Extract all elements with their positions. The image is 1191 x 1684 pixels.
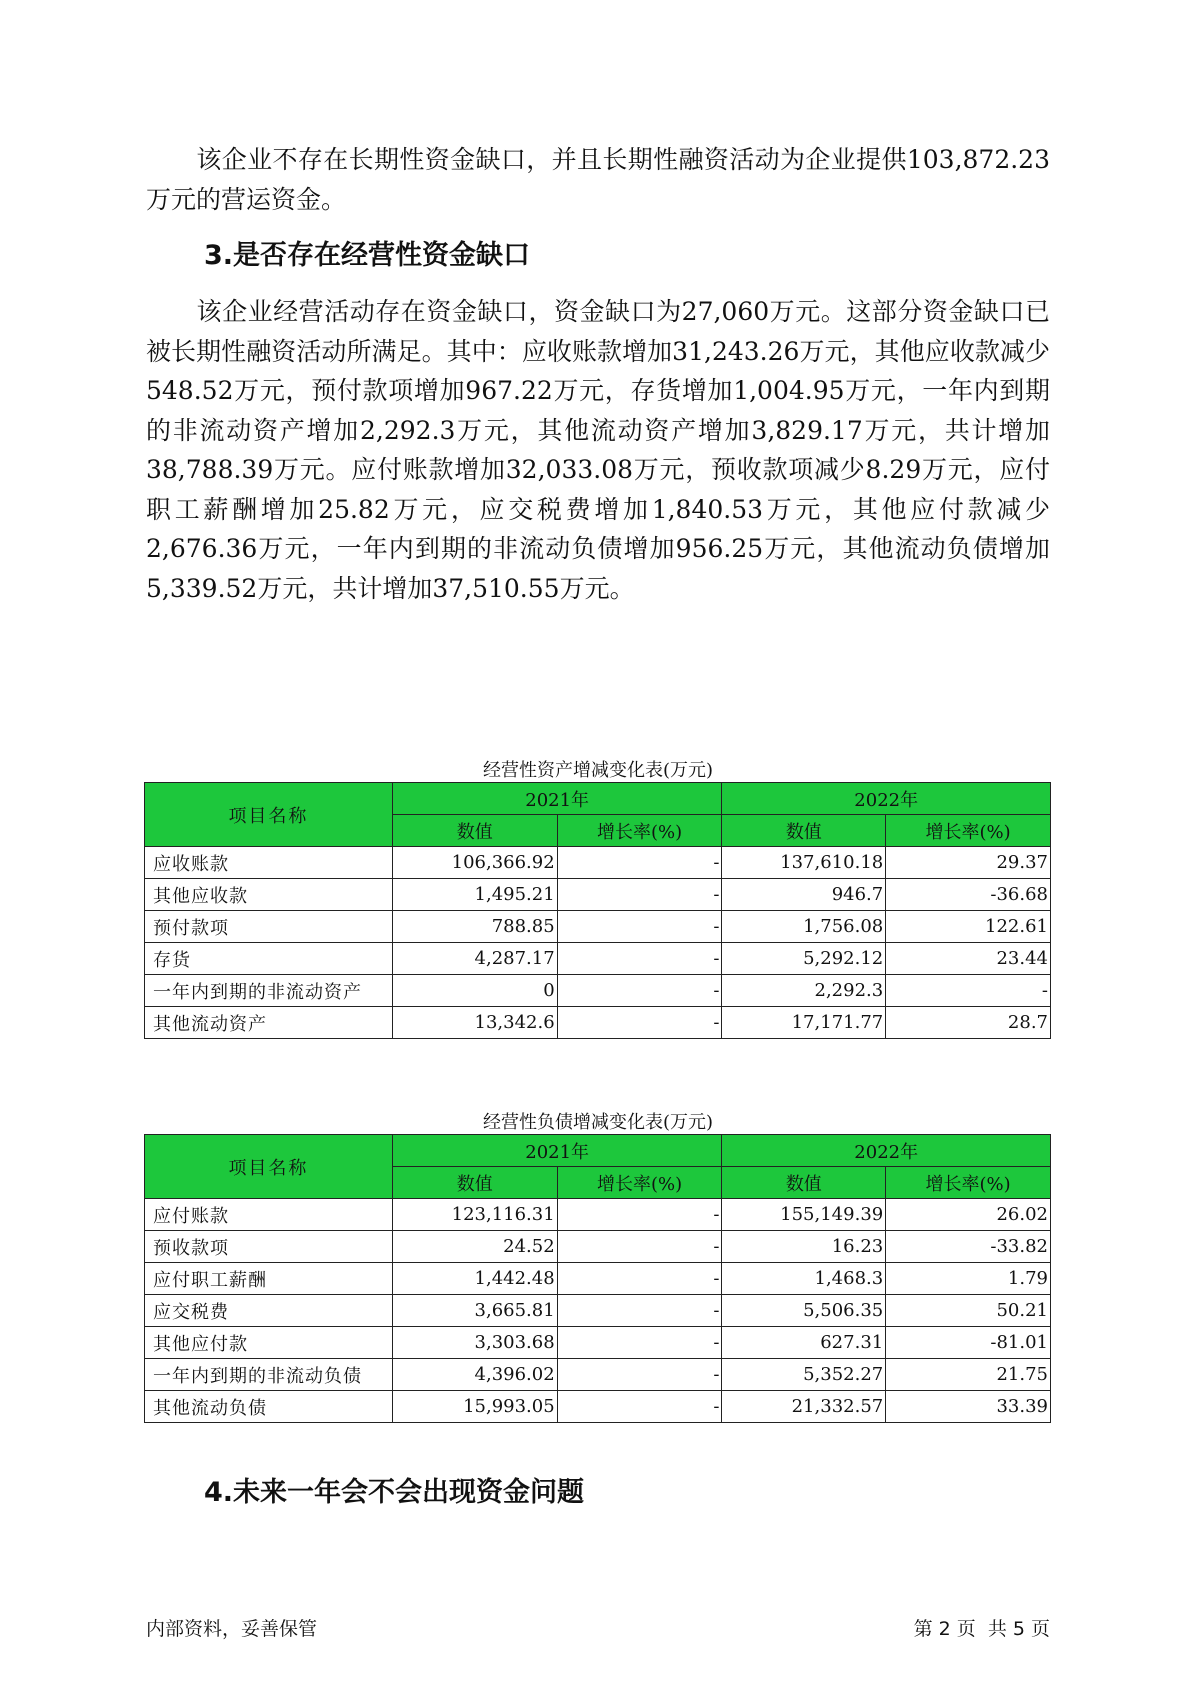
column-header-value-2022: 数值	[722, 815, 886, 847]
cell-value-2022: 627.31	[722, 1327, 886, 1359]
cell-growth-2022: 50.21	[886, 1295, 1051, 1327]
cell-growth-2021: -	[557, 975, 722, 1007]
cell-growth-2022: 28.7	[886, 1007, 1051, 1039]
table-row	[145, 1327, 1051, 1359]
cell-growth-2022: 1.79	[886, 1263, 1051, 1295]
table-row	[145, 1007, 1051, 1039]
cell-row-name: 存货	[145, 943, 393, 975]
cell-row-name: 应付职工薪酬	[145, 1263, 393, 1295]
cell-value-2022: 1,468.3	[722, 1263, 886, 1295]
cell-value-2022: 1,756.08	[722, 911, 886, 943]
cell-value-2022: 21,332.57	[722, 1391, 886, 1423]
liabilities-table-caption: 经营性负债增减变化表(万元)	[482, 1112, 714, 1133]
table-row	[145, 879, 1051, 911]
column-header-2022: 2022年	[722, 1135, 1051, 1167]
cell-value-2022: 17,171.77	[722, 1007, 886, 1039]
cell-growth-2022: 122.61	[886, 911, 1051, 943]
column-header-value-2022: 数值	[722, 1167, 886, 1199]
cell-value-2022: 155,149.39	[722, 1199, 886, 1231]
column-header-2022: 2022年	[722, 783, 1051, 815]
column-header-item: 项目名称	[145, 1135, 393, 1199]
cell-growth-2022: 23.44	[886, 943, 1051, 975]
cell-value-2021: 3,665.81	[392, 1295, 557, 1327]
footer-page-number: 第 2 页 共 5 页	[913, 1618, 1050, 1640]
liabilities-table	[144, 1134, 1051, 1423]
table-row	[145, 975, 1051, 1007]
cell-growth-2022: -36.68	[886, 879, 1051, 911]
cell-growth-2022: 33.39	[886, 1391, 1051, 1423]
table-row	[145, 1295, 1051, 1327]
cell-value-2021: 0	[392, 975, 557, 1007]
cell-value-2022: 137,610.18	[722, 847, 886, 879]
cell-value-2022: 16.23	[722, 1231, 886, 1263]
table-row	[145, 1359, 1051, 1391]
cell-row-name: 一年内到期的非流动负债	[145, 1359, 393, 1391]
cell-growth-2021: -	[557, 1231, 722, 1263]
cell-row-name: 应付账款	[145, 1199, 393, 1231]
cell-growth-2022: 29.37	[886, 847, 1051, 879]
cell-value-2021: 15,993.05	[392, 1391, 557, 1423]
column-header-growth-2021: 增长率(%)	[557, 815, 722, 847]
cell-growth-2021: -	[557, 943, 722, 975]
heading-next-year: 4.未来一年会不会出现资金问题	[204, 1477, 585, 1508]
cell-growth-2021: -	[557, 1295, 722, 1327]
cell-growth-2021: -	[557, 879, 722, 911]
column-header-growth-2022: 增长率(%)	[886, 1167, 1051, 1199]
cell-value-2021: 123,116.31	[392, 1199, 557, 1231]
cell-growth-2021: -	[557, 1327, 722, 1359]
cell-growth-2022: -	[886, 975, 1051, 1007]
column-header-growth-2021: 增长率(%)	[557, 1167, 722, 1199]
cell-row-name: 应交税费	[145, 1295, 393, 1327]
cell-growth-2021: -	[557, 1359, 722, 1391]
table-row	[145, 1391, 1051, 1423]
cell-growth-2022: 26.02	[886, 1199, 1051, 1231]
cell-value-2022: 2,292.3	[722, 975, 886, 1007]
heading-operating-gap: 3.是否存在经营性资金缺口	[204, 240, 531, 271]
footer-confidential: 内部资料，妥善保管	[146, 1618, 318, 1640]
cell-row-name: 其他流动资产	[145, 1007, 393, 1039]
cell-row-name: 其他应付款	[145, 1327, 393, 1359]
cell-value-2021: 24.52	[392, 1231, 557, 1263]
cell-row-name: 一年内到期的非流动资产	[145, 975, 393, 1007]
cell-row-name: 其他流动负债	[145, 1391, 393, 1423]
cell-value-2021: 106,366.92	[392, 847, 557, 879]
cell-value-2022: 5,506.35	[722, 1295, 886, 1327]
cell-value-2022: 5,352.27	[722, 1359, 886, 1391]
column-header-2021: 2021年	[392, 783, 722, 815]
cell-value-2022: 5,292.12	[722, 943, 886, 975]
cell-row-name: 预付款项	[145, 911, 393, 943]
cell-value-2021: 1,495.21	[392, 879, 557, 911]
cell-value-2021: 4,287.17	[392, 943, 557, 975]
column-header-value-2021: 数值	[392, 1167, 557, 1199]
cell-growth-2022: 21.75	[886, 1359, 1051, 1391]
cell-growth-2022: -33.82	[886, 1231, 1051, 1263]
cell-growth-2021: -	[557, 1263, 722, 1295]
table-row	[145, 1199, 1051, 1231]
cell-row-name: 其他应收款	[145, 879, 393, 911]
assets-table-caption: 经营性资产增减变化表(万元)	[482, 760, 714, 781]
paragraph-operating-gap: 该企业经营活动存在资金缺口，资金缺口为27,060万元。这部分资金缺口已被长期性融资活动所满足。其中：应收账款增加31,243.26万元，其他应收款减少548.52万元，预付款项增加967.22万元，存货增加1,004.95万元，一年内到期的非流动资产增加2,292.3万元，其他流动资产增加3,829.17万元，共计增加38,788.39万元。应付账款增加32,033.08万元，预收款项减少8.29万元，应付职工薪酬增加25.82万元，应交税费增加1,840.53万元，其他应付款减少2,676.36万元，一年内到期的非流动负债增加956.25万元，其他流动负债增加5,339.52万元，共计增加37,510.55万元。	[146, 297, 1050, 603]
column-header-item: 项目名称	[145, 783, 393, 847]
table-row	[145, 1231, 1051, 1263]
cell-value-2021: 4,396.02	[392, 1359, 557, 1391]
cell-growth-2021: -	[557, 847, 722, 879]
cell-row-name: 预收款项	[145, 1231, 393, 1263]
cell-growth-2021: -	[557, 1391, 722, 1423]
cell-value-2021: 13,342.6	[392, 1007, 557, 1039]
table-row	[145, 943, 1051, 975]
cell-growth-2022: -81.01	[886, 1327, 1051, 1359]
column-header-2021: 2021年	[392, 1135, 722, 1167]
table-row	[145, 911, 1051, 943]
cell-growth-2021: -	[557, 911, 722, 943]
assets-table	[144, 782, 1051, 1039]
column-header-growth-2022: 增长率(%)	[886, 815, 1051, 847]
cell-growth-2021: -	[557, 1007, 722, 1039]
table-row	[145, 1263, 1051, 1295]
cell-value-2021: 788.85	[392, 911, 557, 943]
column-header-value-2021: 数值	[392, 815, 557, 847]
cell-value-2022: 946.7	[722, 879, 886, 911]
cell-row-name: 应收账款	[145, 847, 393, 879]
cell-value-2021: 3,303.68	[392, 1327, 557, 1359]
cell-value-2021: 1,442.48	[392, 1263, 557, 1295]
paragraph-long-term: 该企业不存在长期性资金缺口，并且长期性融资活动为企业提供103,872.23万元的营运资金。	[146, 145, 1050, 214]
cell-growth-2021: -	[557, 1199, 722, 1231]
table-row	[145, 847, 1051, 879]
